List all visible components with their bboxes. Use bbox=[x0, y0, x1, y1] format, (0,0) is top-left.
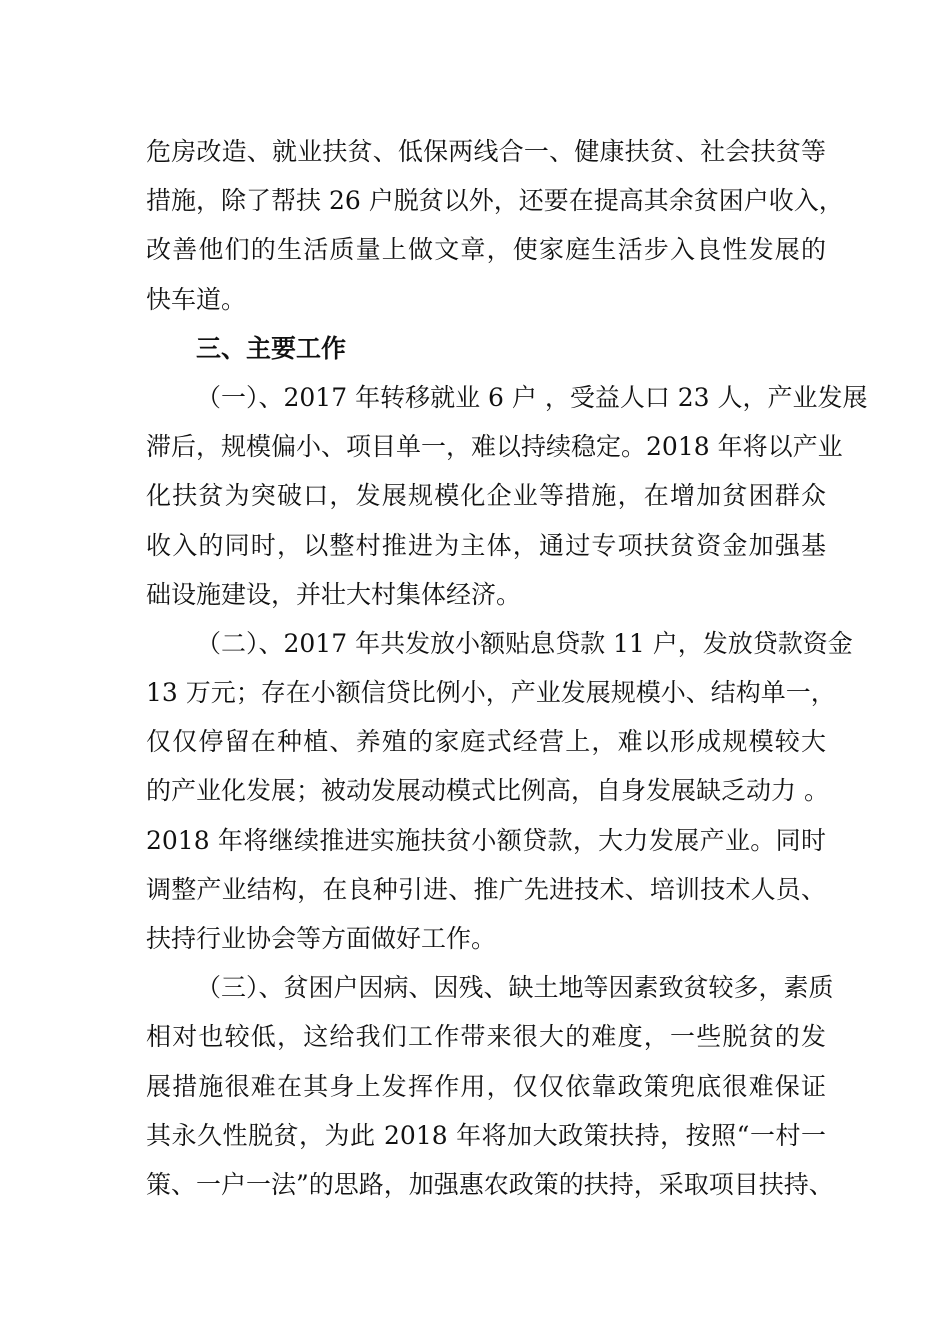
text-line: 化扶贫为突破口，发展规模化企业等措施，在增加贫困群众 bbox=[146, 481, 826, 511]
item-2-paragraph bbox=[146, 619, 853, 963]
document-page bbox=[146, 127, 868, 1209]
section-heading: 三、主要工作 bbox=[196, 333, 347, 363]
item-3-paragraph bbox=[146, 963, 834, 1209]
text-line: 相对也较低，这给我们工作带来很大的难度，一些脱贫的发 bbox=[146, 1022, 826, 1052]
text-line: （一）、2017 年转移就业 6 户 ，受益人口 23 人，产业发展 bbox=[196, 382, 868, 412]
text-line: 2018 年将继续推进实施扶贫小额贷款，大力发展产业。同时 bbox=[146, 825, 826, 855]
item-1-paragraph bbox=[146, 373, 868, 619]
intro-paragraph bbox=[146, 127, 844, 324]
text-line: 仅仅停留在种植、养殖的家庭式经营上，难以形成规模较大 bbox=[146, 727, 826, 757]
text-line: 扶持行业协会等方面做好工作。 bbox=[146, 924, 497, 953]
text-line: 改善他们的生活质量上做文章，使家庭生活步入良性发展的 bbox=[146, 235, 826, 265]
text-line: 措施，除了帮扶 26 户脱贫以外，还要在提高其余贫困户收入， bbox=[146, 186, 844, 216]
text-line: 调整产业结构，在良种引进、推广先进技术、培训技术人员、 bbox=[146, 874, 826, 904]
text-line: （二）、2017 年共发放小额贴息贷款 11 户，发放贷款资金 bbox=[196, 628, 853, 658]
text-line: 策、一户一法”的思路，加强惠农政策的扶持，采取项目扶持、 bbox=[146, 1169, 834, 1199]
text-line: 快车道。 bbox=[146, 284, 247, 314]
text-line: 础设施建设，并壮大村集体经济。 bbox=[146, 579, 522, 609]
text-line: 展措施很难在其身上发挥作用，仅仅依靠政策兜底很难保证 bbox=[146, 1071, 826, 1101]
text-line: 其永久性脱贫，为此 2018 年将加大政策扶持，按照“一村一 bbox=[146, 1120, 826, 1150]
text-line: 收入的同时，以整村推进为主体，通过专项扶贫资金加强基 bbox=[146, 530, 826, 560]
text-line: （三）、贫困户因病、因残、缺土地等因素致贫较多，素质 bbox=[196, 973, 834, 1003]
text-line: 的产业化发展；被动发展动模式比例高，自身发展缺乏动力 。 bbox=[146, 776, 829, 806]
text-line: 危房改造、就业扶贫、低保两线合一、健康扶贫、社会扶贫等 bbox=[146, 137, 826, 166]
text-line: 滞后，规模偏小、项目单一，难以持续稳定。2018 年将以产业 bbox=[146, 432, 843, 462]
text-line: 13 万元；存在小额信贷比例小，产业发展规模小、结构单一， bbox=[146, 678, 836, 708]
